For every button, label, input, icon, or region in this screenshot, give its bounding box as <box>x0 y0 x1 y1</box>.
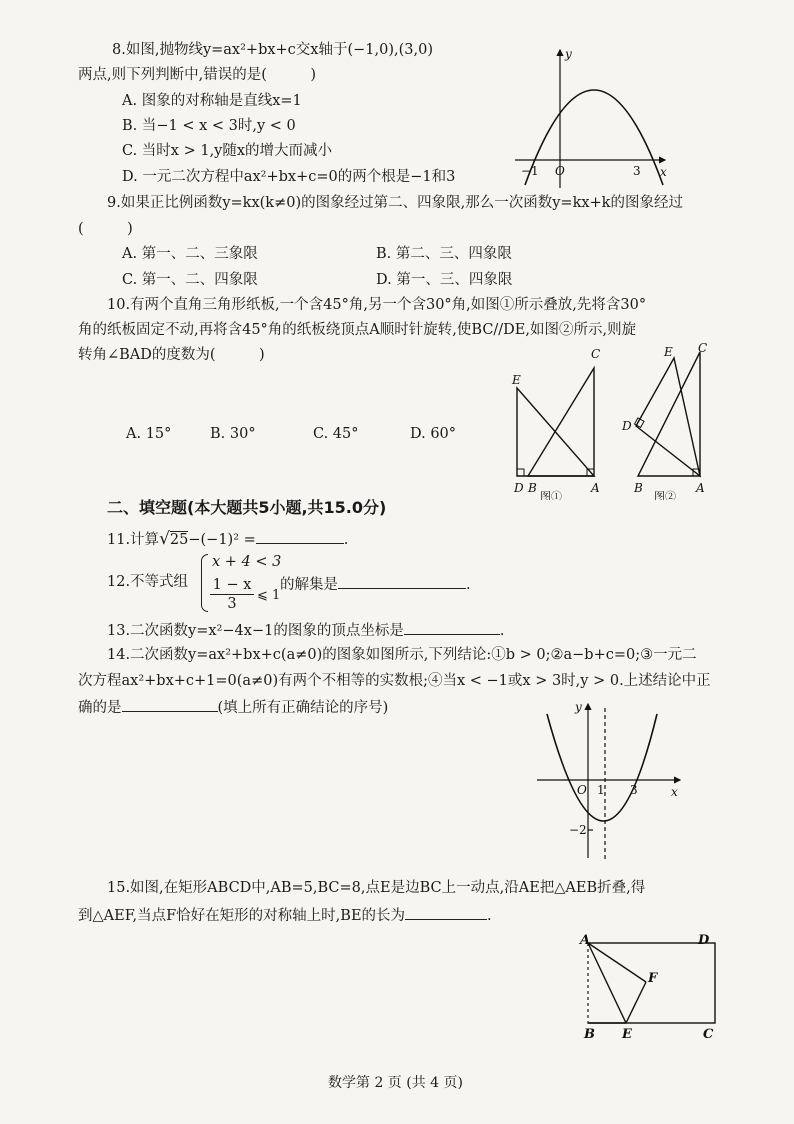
q14-graph-one: 1 <box>597 783 605 797</box>
q15-label-e: E <box>622 1027 632 1042</box>
q12-end: . <box>466 577 471 593</box>
fig2-label-c: C <box>698 341 708 355</box>
fig2-label-b: B <box>634 481 643 495</box>
q14-line3-prefix: 确的是 <box>78 700 122 716</box>
fig2-label-e: E <box>664 345 673 359</box>
q12-answer-blank[interactable] <box>338 574 466 589</box>
q14-graph-three: 3 <box>630 783 638 797</box>
q15-label-d: D <box>698 933 710 948</box>
q13-text: 13.二次函数y=x²−4x−1的图象的顶点坐标是 <box>107 623 404 639</box>
q10-line3: 转角∠BAD的度数为( ) <box>78 347 265 363</box>
q15-answer-blank[interactable] <box>405 905 487 920</box>
fig1-label-e: E <box>512 373 521 387</box>
q8-option-a: A. 图象的对称轴是直线x=1 <box>122 93 302 109</box>
q10-option-a: A. 15° <box>126 426 172 442</box>
q15-line2 <box>78 905 492 926</box>
q13-line <box>107 620 504 641</box>
q8-line1: 8.如图,抛物线y=ax²+bx+c交x轴于(−1,0),(3,0) <box>112 42 433 58</box>
q8-line2: 两点,则下列判断中,错误的是( ) <box>78 67 317 83</box>
q15-label-a: A <box>580 933 591 948</box>
q9-option-d: D. 第一、三、四象限 <box>376 272 513 288</box>
q15-line2-suffix: . <box>487 908 492 924</box>
q14-line2: 次方程ax²+bx+c+1=0(a≠0)有两个不相等的实数根;④当x < −1或x > 3时,y > 0.上述结论中正 <box>78 673 711 689</box>
q10-option-c: C. 45° <box>313 426 359 442</box>
q14-line1: 14.二次函数y=ax²+bx+c(a≠0)的图象如图所示,下列结论:①b > 0;②a−b+c=0;③一元二 <box>107 647 697 663</box>
q8-option-c: C. 当时x > 1,y随x的增大而减小 <box>122 143 333 159</box>
q9-line1: 9.如果正比例函数y=kx(k≠0)的图象经过第二、四象限,那么一次函数y=kx+k的图象经过 <box>107 195 683 211</box>
q10-option-d: D. 60° <box>410 426 457 442</box>
q15-line2-prefix: 到△AEF,当点F恰好在矩形的对称轴上时,BE的长为 <box>78 908 406 924</box>
q11-suffix: . <box>343 532 349 548</box>
q15-rectangle-figure <box>570 928 730 1048</box>
q15-label-f: F <box>648 971 658 986</box>
q14-graph-y-label: y <box>575 700 582 714</box>
q8-graph-neg-one: −1 <box>521 164 539 178</box>
q10-line2: 角的纸板固定不动,再将含45°角的纸板绕顶点A顺时针旋转,使BC//DE,如图②所示,则旋 <box>78 322 637 338</box>
page-footer: 数学第 2 页 (共 4 页) <box>328 1075 463 1091</box>
q11-radicand: 25 <box>169 532 189 548</box>
q12-suffix: 的解集是 <box>280 577 338 593</box>
fig1-label-c: C <box>591 347 601 361</box>
q10-figure-1 <box>508 340 608 500</box>
q14-parabola-graph <box>535 698 685 863</box>
q13-answer-blank[interactable] <box>404 620 500 635</box>
q15-line1: 15.如图,在矩形ABCD中,AB=5,BC=8,点E是边BC上一动点,沿AE把△AEB折叠,得 <box>107 880 646 896</box>
q10-option-b: B. 30° <box>210 426 256 442</box>
q8-option-b: B. 当−1 < x < 3时,y < 0 <box>122 118 296 134</box>
q11-prefix: 11.计算 <box>107 532 160 548</box>
q12-ineq1: x + 4 < 3 <box>212 554 282 570</box>
q8-graph-origin: O <box>555 164 565 178</box>
q12-prefix: 12.不等式组 <box>107 574 189 590</box>
fig1-caption: 图① <box>540 490 562 500</box>
q9-option-a: A. 第一、二、三象限 <box>122 246 258 262</box>
q14-line3 <box>78 697 388 718</box>
q11-answer-blank[interactable] <box>256 529 344 544</box>
section-2-title: 二、填空题(本大题共5小题,共15.0分) <box>107 498 387 517</box>
q15-label-c: C <box>703 1027 714 1042</box>
q11-line <box>107 529 348 550</box>
fig1-label-b: B <box>528 481 537 495</box>
q12-suffix-line <box>280 574 471 595</box>
q8-option-d: D. 一元二次方程中ax²+bx+c=0的两个根是−1和3 <box>122 169 456 185</box>
fig2-label-d: D <box>622 419 632 433</box>
q9-line2: ( ) <box>78 221 133 237</box>
fig2-label-a: A <box>696 481 705 495</box>
q12-brace <box>201 554 208 612</box>
q10-line1: 10.有两个直角三角形纸板,一个含45°角,另一个含30°角,如图①所示叠放,先将含30° <box>107 297 647 313</box>
fig1-label-a: A <box>591 481 600 495</box>
fig1-label-d: D <box>514 481 524 495</box>
q9-option-c: C. 第一、二、四象限 <box>122 272 258 288</box>
q12-fraction-num: 1 − x <box>210 576 254 595</box>
q12-relation: ⩽ 1 <box>257 588 281 603</box>
q8-parabola-graph <box>515 40 675 190</box>
sqrt-icon: √ <box>159 529 170 549</box>
q15-label-b: B <box>584 1027 595 1042</box>
q11-expr: −(−1)² = <box>188 532 256 548</box>
q14-graph-x-label: x <box>671 785 678 799</box>
q8-graph-three: 3 <box>633 164 641 178</box>
q13-end: . <box>499 623 505 639</box>
q10-figure-2 <box>618 340 718 500</box>
q14-line3-suffix: (填上所有正确结论的序号) <box>217 700 389 716</box>
q14-graph-origin: O <box>577 783 587 797</box>
fig2-caption: 图② <box>654 490 676 500</box>
q8-graph-y-label: y <box>565 47 572 61</box>
q8-graph-x-label: x <box>660 165 667 179</box>
q12-fraction-den: 3 <box>227 596 237 612</box>
q14-graph-neg-two: −2 <box>569 823 587 837</box>
q14-answer-blank[interactable] <box>122 697 218 712</box>
q9-option-b: B. 第二、三、四象限 <box>376 246 512 262</box>
